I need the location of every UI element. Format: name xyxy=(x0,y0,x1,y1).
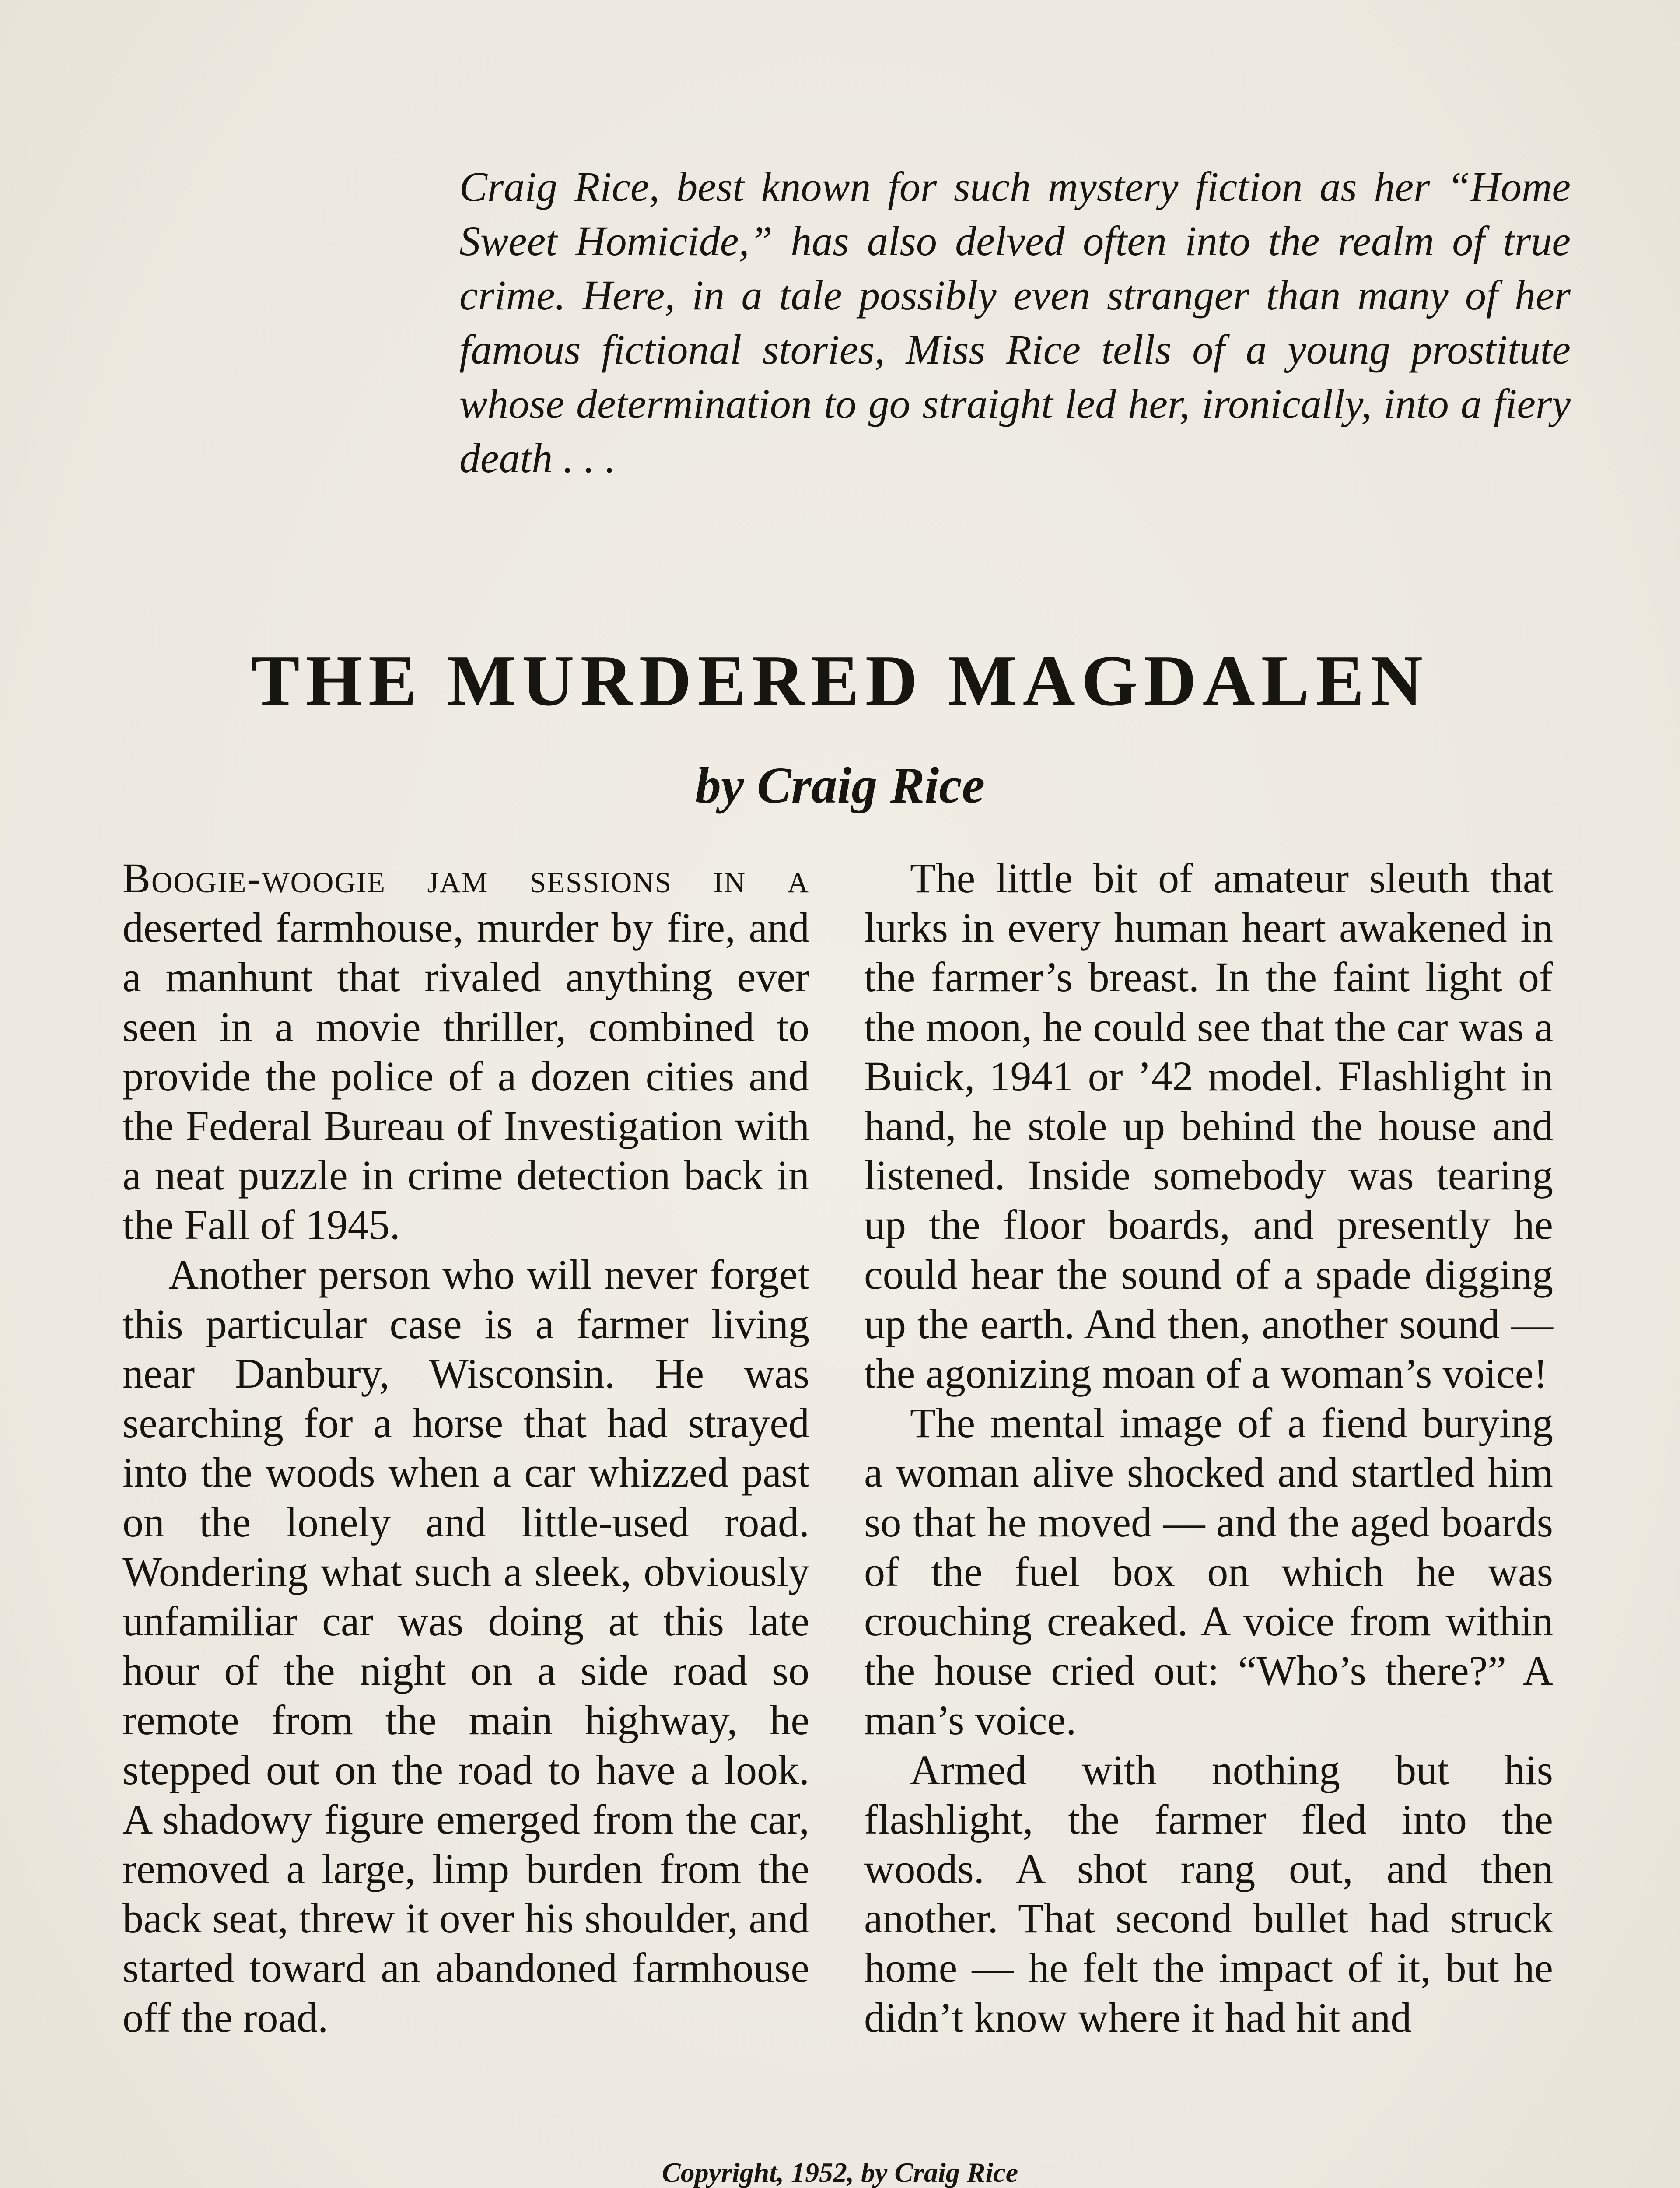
intro-blurb: Craig Rice, best known for such mystery fiction as her “Home Sweet Homicide,” has also delved often into the realm of true crime. Here, in a tale possibly even stranger than many of her famous fictional stories, Miss Rice tells of a young prostitute whose determination to go straight led her, ironically, into a fiery death . . . xyxy=(459,163,1571,481)
right-paragraph-1: The little bit of amateur sleuth that lurks in every human heart awakened in the farmer’s breast. In the faint light of the moon, he could see that the car was a Buick, 1941 or ’42 model. Flashlight in hand, he stole up behind the house and listened. Inside somebody was tearing up the floor boards, and presently he could hear the sound of a spade digging up the earth. And then, another sound — the agonizing moan of a woman’s voice! xyxy=(864,855,1553,1397)
left-column xyxy=(122,853,809,2042)
left-paragraph-2: Another person who will never forget this particular case is a farmer living near Danbury, Wisconsin. He was searching for a horse that had strayed into the woods when a car whizzed past on the lonely and little-used road. Wondering what such a sleek, obviously unfamiliar car was doing at this late hour of the night on a side road so remote from the main highway, he stepped out on the road to have a look. A shadowy figure emerged from the car, removed a large, limp burden from the back seat, threw it over his shoulder, and started toward an abandoned farmhouse off the road. xyxy=(122,1251,809,2041)
article-title: THE MURDERED MAGDALEN xyxy=(251,640,1429,721)
right-paragraph-3: Armed with nothing but his flashlight, the farmer fled into the woods. A shot rang out, and then another. That second bullet had struck home — he felt the impact of it, but he didn’t know where it had hit and xyxy=(864,1746,1553,2041)
lead-in-smallcaps: Boogie-woogie jam sessions in a xyxy=(122,855,809,901)
right-column xyxy=(864,853,1553,2042)
copyright-line: Copyright, 1952, by Craig Rice xyxy=(662,2157,1018,2188)
right-paragraph-2: The mental image of a fiend burying a woman alive shocked and startled him so that he moved — and the aged boards of the fuel box on which he was crouching creaked. A voice from within the house cried out: “Who’s there?” A man’s voice. xyxy=(864,1399,1553,1744)
article-byline: by Craig Rice xyxy=(695,757,985,814)
left-paragraph-1-text: deserted farmhouse, murder by fire, and a manhunt that rivaled anything ever seen in a movie thriller, combined to provide the police of a dozen cities and the Federal Bureau of Investigation with a neat puzzle in crime detection back in the Fall of 1945. xyxy=(122,904,809,1248)
left-paragraph-1 xyxy=(122,853,809,1250)
